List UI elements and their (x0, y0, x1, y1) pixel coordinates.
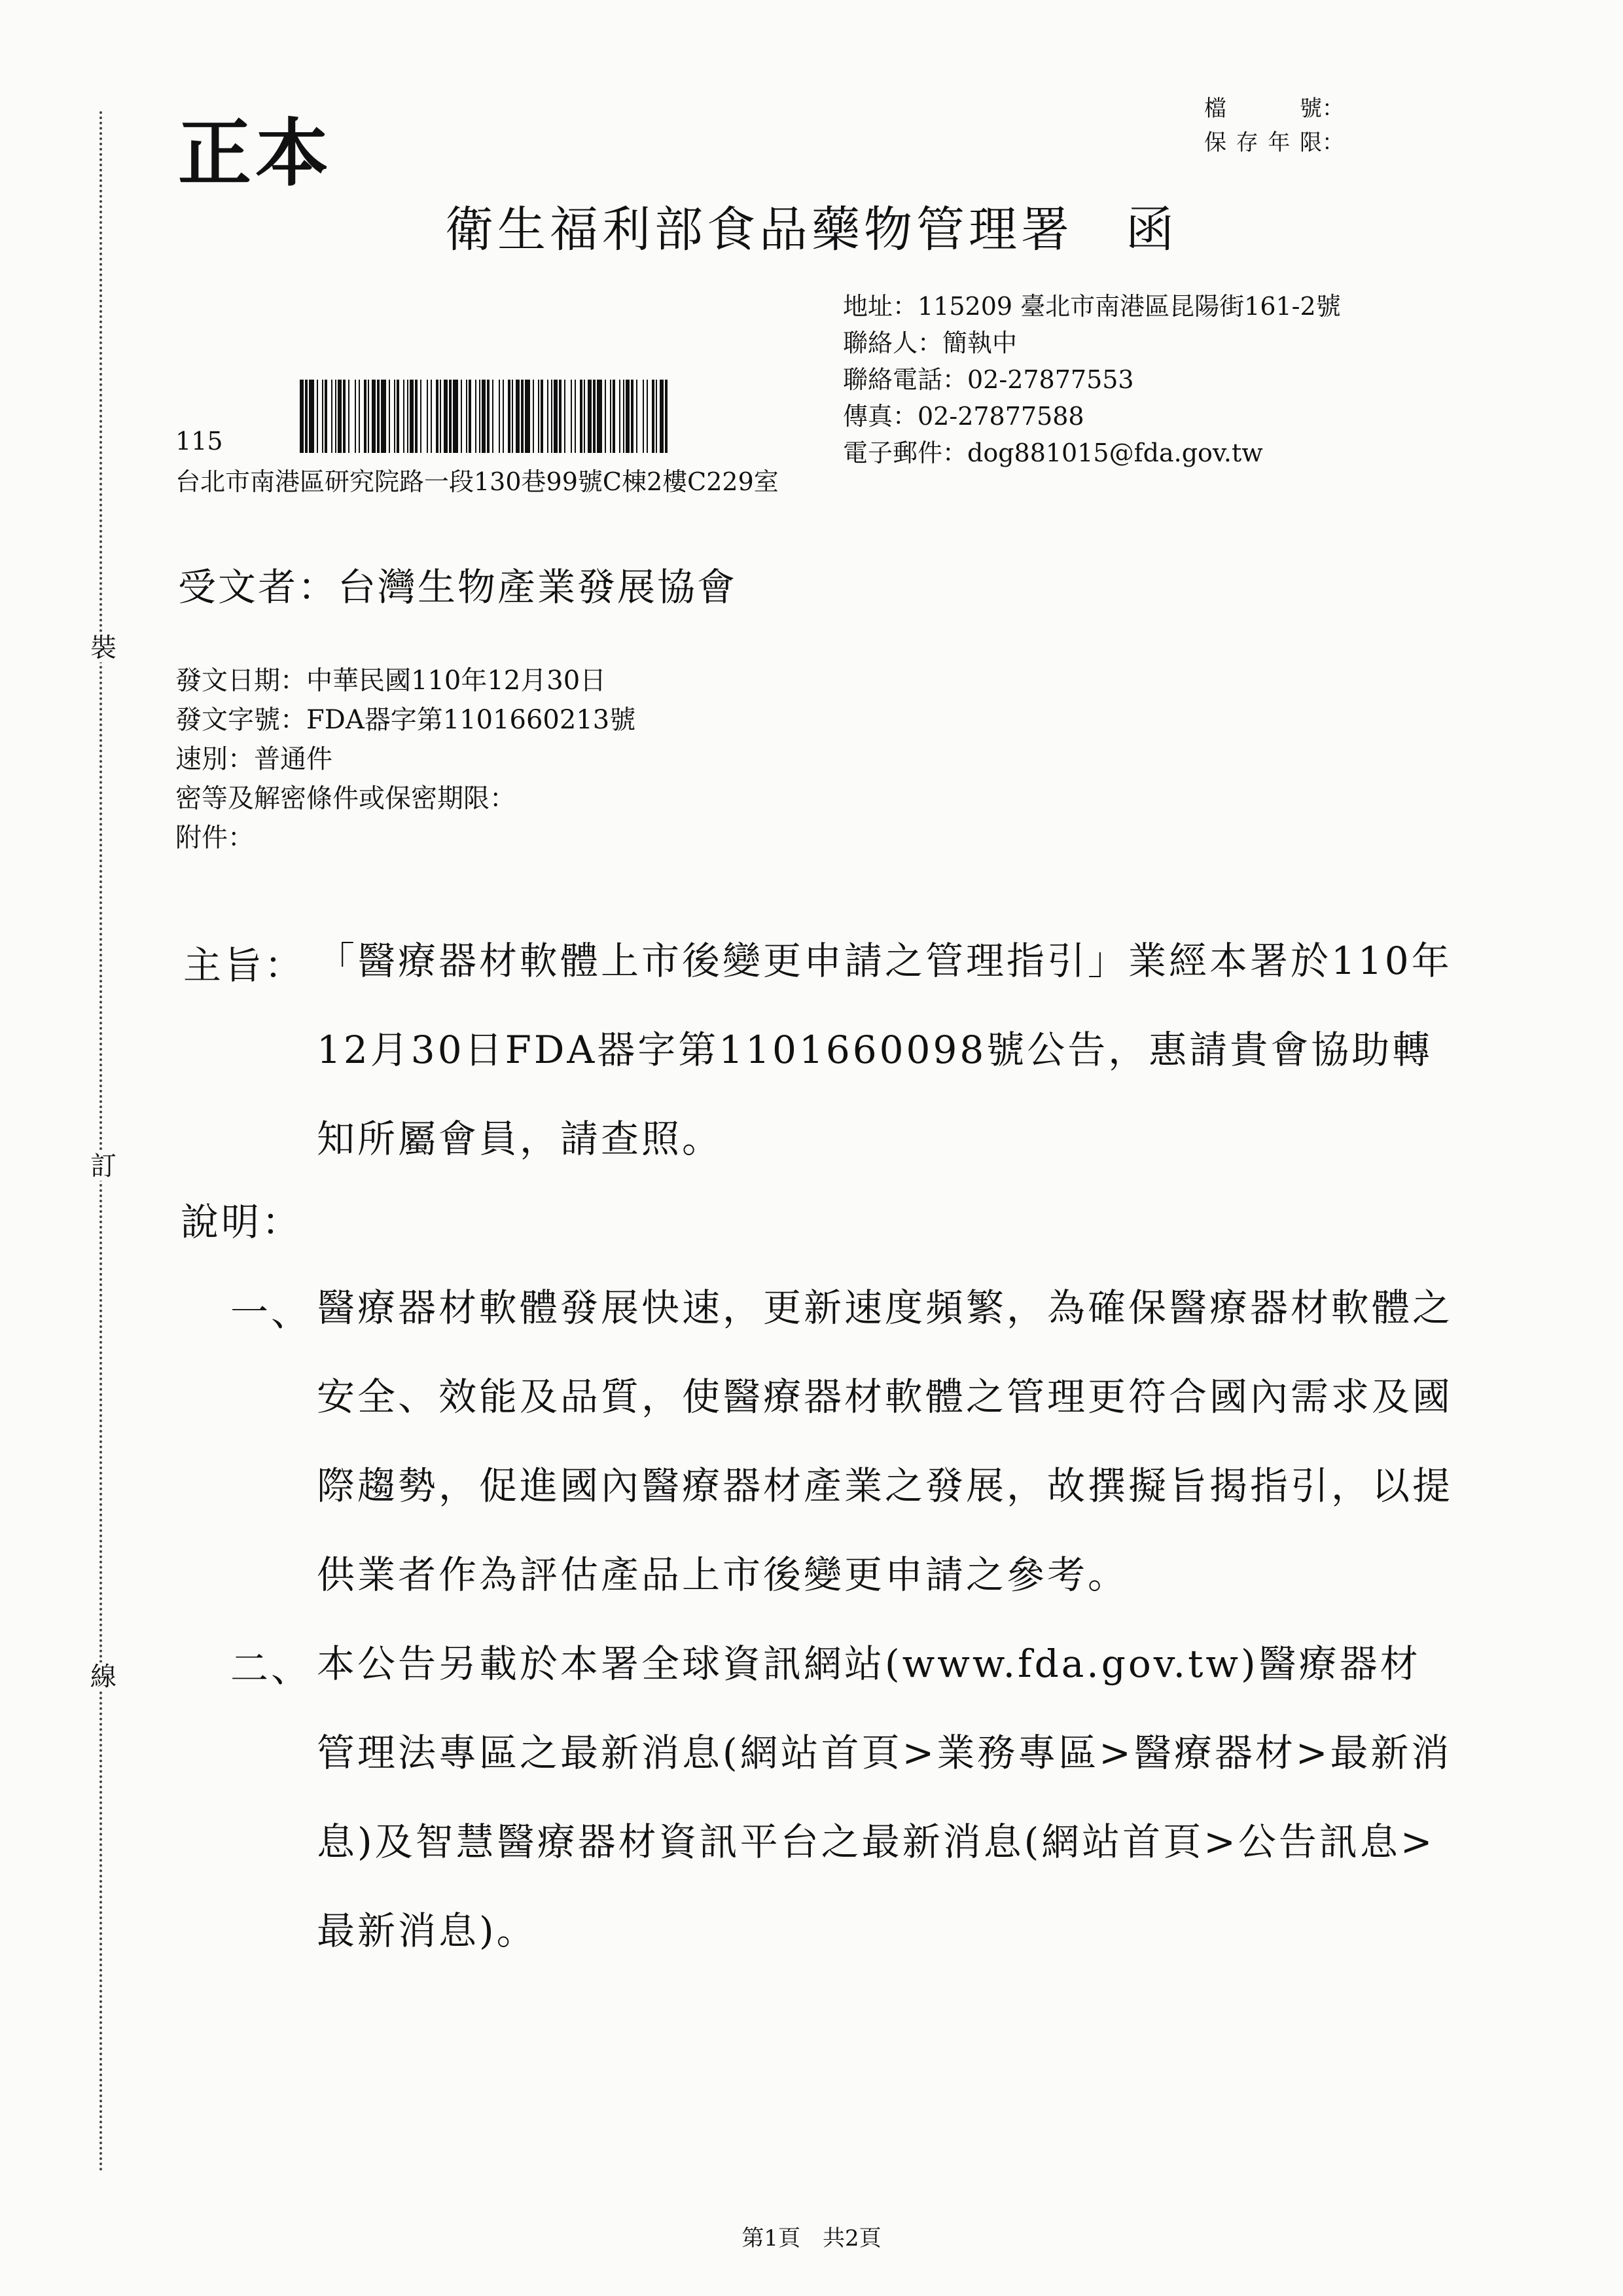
document-title (0, 191, 1623, 260)
binding-line (99, 111, 102, 2173)
binding-mark-zhuang: 裝 (90, 633, 116, 663)
recipient-postcode: 115 (175, 427, 223, 456)
recipient-address: 台北市南港區研究院路一段130巷99號C棟2樓C229室 (175, 467, 779, 496)
binding-mark-xian: 線 (90, 1662, 116, 1692)
description-label: 說明： (181, 1200, 303, 1244)
subject-text: 「醫療器材軟體上市後變更申請之管理指引」業經本署於110年12月30日FDA器字第1101660098號公告，惠請貴會協助轉知所屬會員，請查照。 (317, 939, 1452, 1161)
barcode (300, 380, 668, 453)
contact-person: 聯絡人：簡執中 (843, 329, 1018, 357)
contact-email: 電子郵件：dog881015@fda.gov.tw (843, 439, 1263, 467)
confidentiality: 密等及解密條件或保密期限： (175, 783, 516, 814)
sender-address: 地址：115209 臺北市南港區昆陽街161-2號 (843, 292, 1341, 321)
subject-label: 主旨： (183, 943, 306, 988)
retention-row: 保存年限： (1204, 126, 1344, 160)
binding-mark-ding: 訂 (90, 1151, 116, 1181)
sender-contact-block (843, 288, 1341, 471)
file-number-row: 檔號： (1204, 92, 1344, 126)
contact-fax: 傳真：02-27877588 (843, 402, 1084, 431)
issue-date: 發文日期：中華民國110年12月30日 (175, 666, 607, 696)
document-meta (175, 661, 635, 857)
item-text-2: 本公告另載於本署全球資訊網站(www.fda.gov.tw)醫療器材管理法專區之最新消息(網站首頁>業務專區>醫療器材>最新消息)及智慧醫療器材資訊平台之最新消息(網站首頁>公告訊息>最新消息)。 (317, 1641, 1452, 1953)
retention-label: 保存年限 (1204, 130, 1322, 156)
delivery-speed: 速別：普通件 (175, 744, 332, 774)
file-meta (1204, 92, 1344, 160)
agency-name: 衛生福利部食品藥物管理署 (445, 202, 1073, 258)
contact-phone: 聯絡電話：02-27877553 (843, 365, 1134, 394)
recipient: 受文者：台灣生物產業發展協會 (178, 565, 738, 609)
page-number: 第1頁 共2頁 (741, 2225, 882, 2251)
document-number: 發文字號：FDA器字第1101660213號 (175, 705, 636, 735)
file-number-label: 檔號 (1204, 96, 1322, 122)
original-copy-stamp: 正本 (178, 111, 332, 196)
item-number-1: 一、 (230, 1290, 312, 1335)
attachments: 附件： (175, 823, 254, 853)
item-text-1: 醫療器材軟體發展快速，更新速度頻繁，為確保醫療器材軟體之安全、效能及品質，使醫療器材軟體之管理更符合國內需求及國際趨勢，促進國內醫療器材產業之發展，故撰擬旨揭指引，以提供業者作為評估產品上市後變更申請之參考。 (317, 1285, 1454, 1597)
document-type: 函 (1126, 202, 1178, 258)
item-number-2: 二、 (230, 1646, 312, 1691)
